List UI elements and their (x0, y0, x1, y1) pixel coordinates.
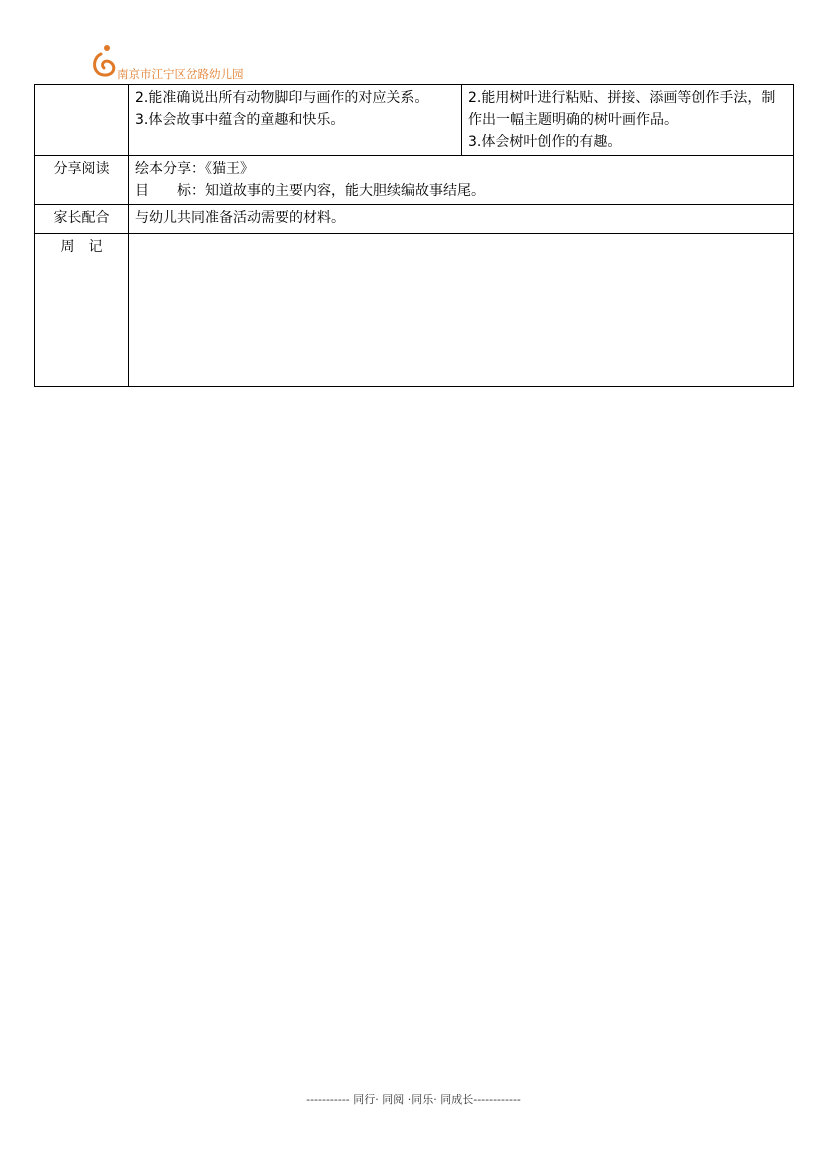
parents-label: 家长配合 (35, 205, 129, 234)
table-row-parents (35, 205, 794, 234)
table-row-reading (35, 156, 794, 205)
reading-content-cell (129, 156, 794, 205)
parents-content: 与幼儿共同准备活动需要的材料。 (129, 205, 794, 234)
goals-right-line2: 2.能用树叶进行粘贴、拼接、添画等创作手法，制作出一幅主题明确的树叶画作品。 (468, 90, 776, 128)
goals-left-line3: 3.体会故事中蕴含的童趣和快乐。 (135, 112, 345, 128)
table-row-weekly (35, 234, 794, 387)
weekly-label: 周 记 (35, 234, 129, 387)
reading-label: 分享阅读 (35, 156, 129, 205)
school-name: 南京市江宁区岔路幼儿园 (117, 67, 244, 81)
goals-right-line3: 3.体会树叶创作的有趣。 (468, 134, 622, 150)
school-logo-icon (90, 44, 120, 78)
weekly-plan-table (34, 84, 794, 387)
page-header (90, 44, 390, 80)
goals-left-cell (129, 85, 462, 156)
reading-goal: 目 标：知道故事的主要内容，能大胆续编故事结尾。 (135, 183, 485, 199)
table-row-goals (35, 85, 794, 156)
goals-right-cell (462, 85, 794, 156)
goals-left-line2: 2.能准确说出所有动物脚印与画作的对应关系。 (135, 90, 429, 106)
weekly-content[interactable] (129, 234, 794, 387)
goals-label-cell (35, 85, 129, 156)
reading-book: 绘本分享：《猫王》 (135, 161, 254, 177)
page-footer: ----------- 同行· 同阅 ·同乐· 同成长------------ (306, 1093, 521, 1106)
